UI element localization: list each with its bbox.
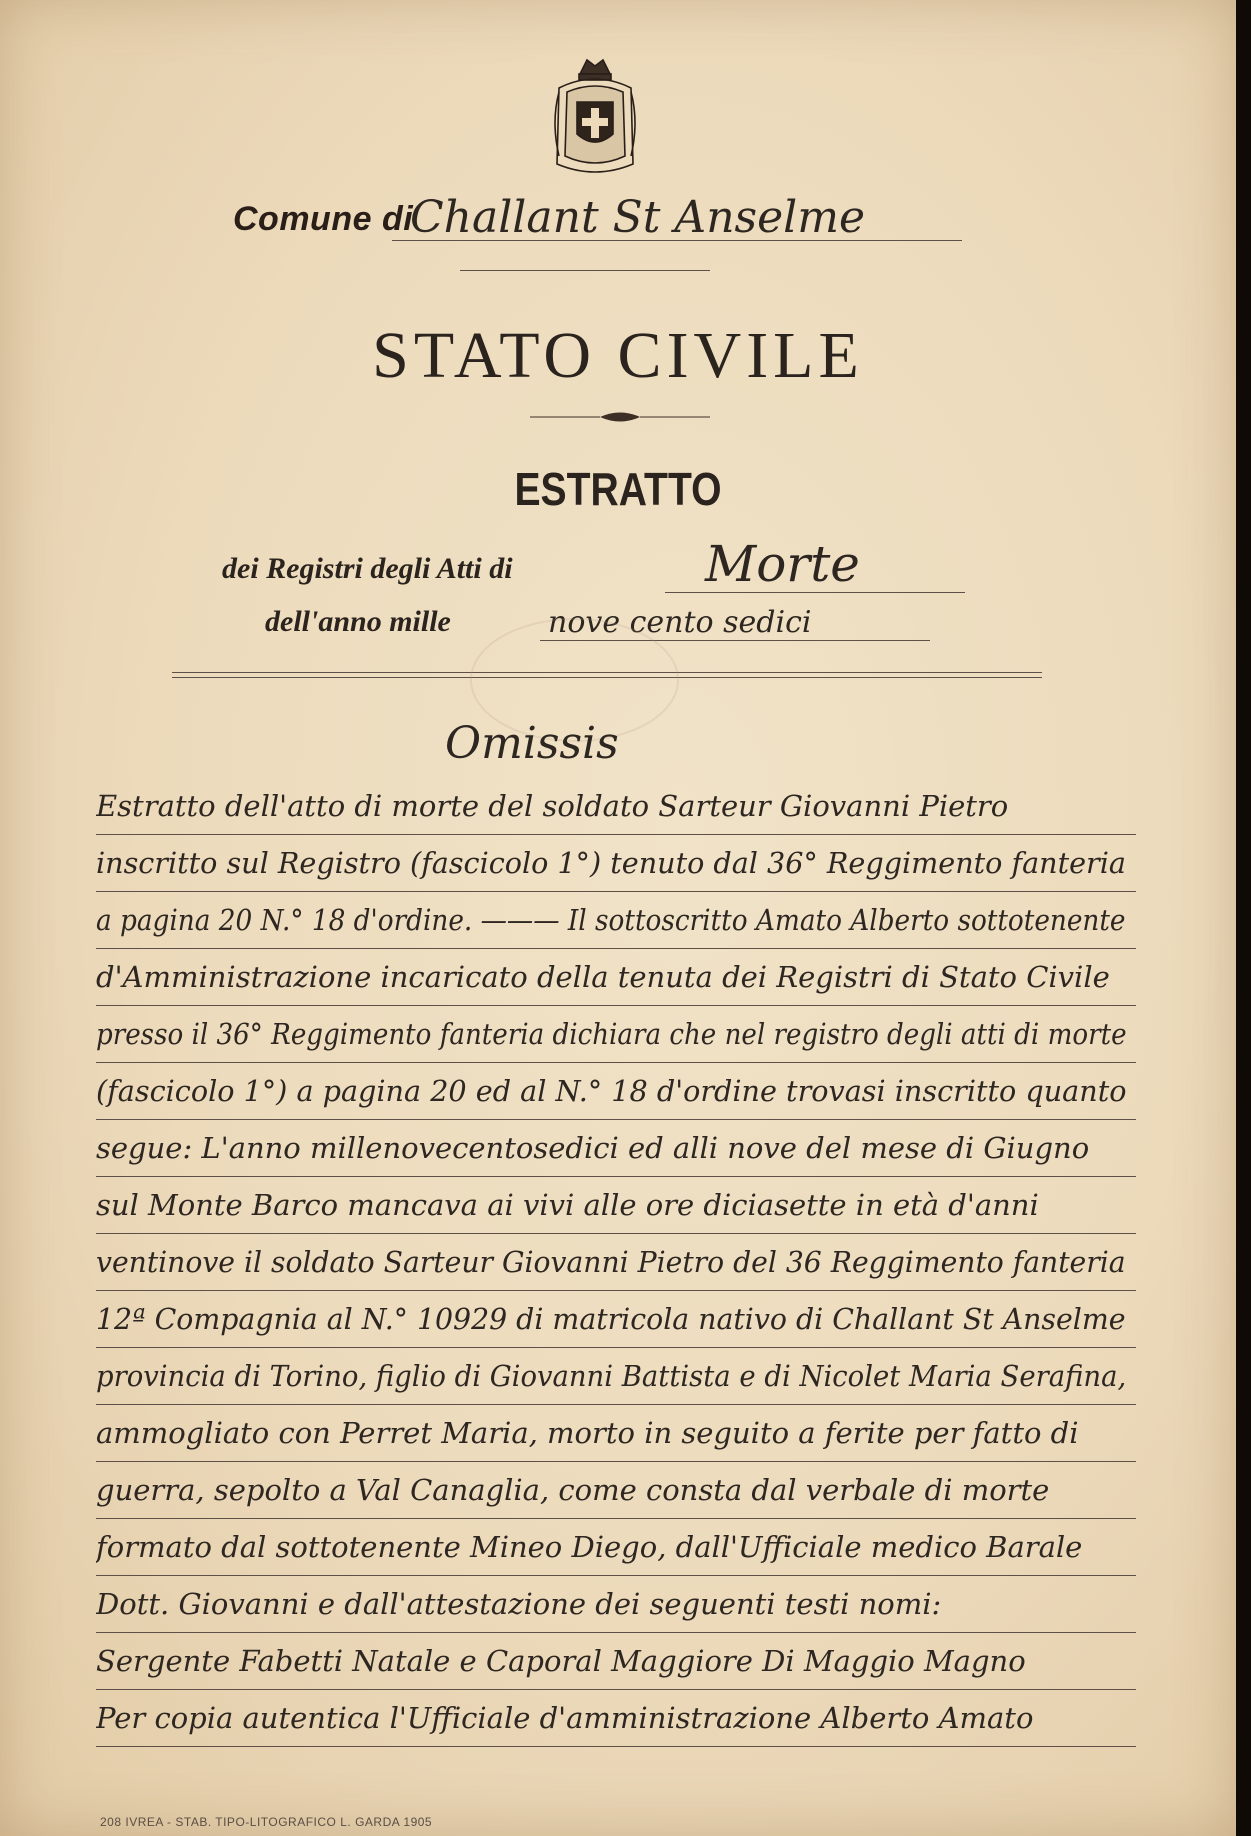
handwritten-line: guerra, sepolto a Val Canaglia, come consta dal verbale di morte [96, 1462, 1136, 1519]
comune-underline [392, 240, 962, 241]
handwritten-line: d'Amministrazione incaricato della tenuta dei Registri di Stato Civile [96, 949, 1136, 1006]
handwritten-line: (fascicolo 1°) a pagina 20 ed al N.° 18 d'ordine trovasi inscritto quanto [96, 1063, 1136, 1120]
registry-label: dei Registri degli Atti di [222, 552, 513, 585]
handwritten-line: Estratto dell'atto di morte del soldato Sarteur Giovanni Pietro [96, 778, 1136, 835]
handwritten-line: Per copia autentica l'Ufficiale d'amministrazione Alberto Amato [96, 1690, 1136, 1747]
handwritten-line: segue: L'anno millenovecentosedici ed alli nove del mese di Giugno [96, 1120, 1136, 1177]
body-heading: Omissis [445, 718, 619, 769]
handwritten-line: a pagina 20 N.° 18 d'ordine. ——— Il sottoscritto Amato Alberto sottotenente [96, 892, 1136, 949]
coat-of-arms-icon [545, 52, 645, 182]
comune-label: Comune di [233, 200, 414, 238]
page-title: STATO CIVILE [372, 319, 864, 392]
registry-underline [665, 592, 965, 593]
comune-value: Challant St Anselme [410, 192, 865, 243]
handwritten-line: Sergente Fabetti Natale e Caporal Maggiore Di Maggio Magno [96, 1633, 1136, 1690]
handwritten-line: ammogliato con Perret Maria, morto in seguito a ferite per fatto di [96, 1405, 1136, 1462]
handwritten-line: provincia di Torino, figlio di Giovanni Battista e di Nicolet Maria Serafina, [96, 1348, 1136, 1405]
printer-footer: 208 IVREA - STAB. TIPO-LITOGRAFICO L. GARDA 1905 [100, 1815, 433, 1829]
handwritten-line: inscritto sul Registro (fascicolo 1°) tenuto dal 36° Reggimento fanteria [96, 835, 1136, 892]
divider-line [460, 270, 710, 271]
handwritten-line: sul Monte Barco mancava ai vivi alle ore diciasette in età d'anni [96, 1177, 1136, 1234]
ornament-divider-icon [530, 410, 710, 424]
registry-value: Morte [705, 535, 860, 593]
year-value: nove cento sedici [548, 605, 812, 640]
page-edge [1236, 0, 1251, 1836]
handwritten-line: formato dal sottotenente Mineo Diego, dall'Ufficiale medico Barale [96, 1519, 1136, 1576]
handwritten-line: Dott. Giovanni e dall'attestazione dei seguenti testi nomi: [96, 1576, 1136, 1633]
handwritten-line: 12ª Compagnia al N.° 10929 di matricola nativo di Challant St Anselme [96, 1291, 1136, 1348]
year-label: dell'anno mille [265, 605, 451, 638]
handwritten-line: presso il 36° Reggimento fanteria dichiara che nel registro degli atti di morte [96, 1006, 1136, 1063]
handwritten-body [96, 778, 1136, 1747]
subtitle: ESTRATTO [514, 463, 722, 515]
handwritten-line: ventinove il soldato Sarteur Giovanni Pietro del 36 Reggimento fanteria [96, 1234, 1136, 1291]
